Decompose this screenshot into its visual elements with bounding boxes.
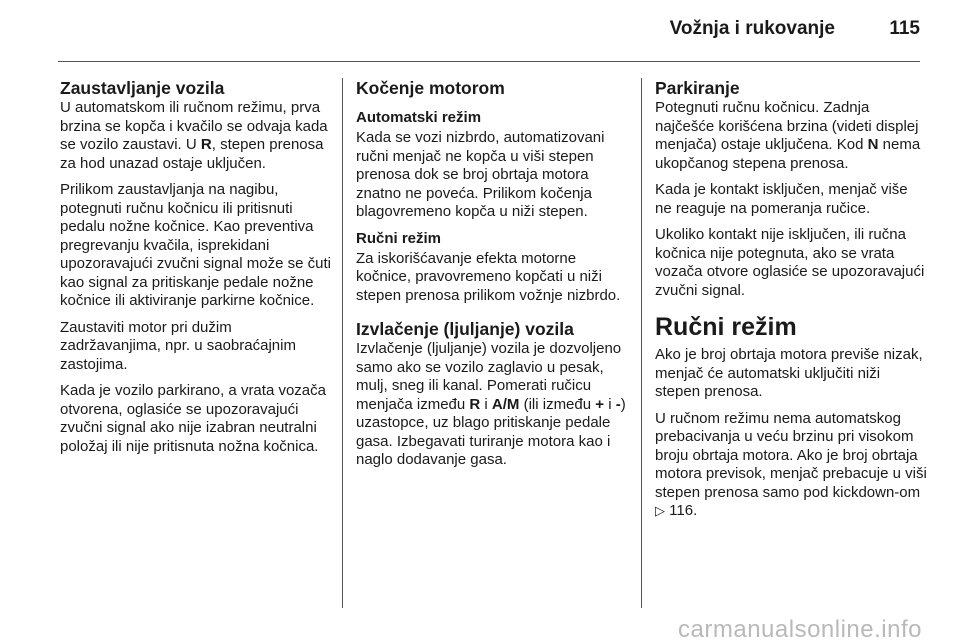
page-header (0, 0, 960, 60)
column-3 (655, 78, 927, 529)
text: nema ukopčanog stepena prenosa. (655, 136, 921, 172)
paragraph: Ako je broj obrtaja motora previše nizak, menjač će automatski uključiti niži stepen prenosa. (655, 346, 923, 400)
gear-key: R (469, 395, 481, 413)
page-reference-icon: ▷ (655, 503, 665, 518)
column-divider-1 (342, 78, 343, 608)
gear-key: - (615, 395, 621, 413)
text: U ručnom režimu nema automatskog prebacivanja u veću brzinu pri visokom broju obrtaja motora. Ako je broj obrtaja motora previsok, menjač prebacuje u viši stepen prenosa samo pod kickdown-om (655, 409, 927, 501)
text: . (693, 502, 698, 519)
paragraph: Kada se vozi nizbrdo, automatizovani ručni menjač ne kopča u viši stepen prenosa dok se broj obrtaja motora znatno ne poveća. Prilikom kočenja blagovremeno kopča u niži stepen. (356, 129, 605, 220)
paragraph: Kada je kontakt isključen, menjač više ne reaguje na pomeranja ručice. (655, 181, 908, 217)
header-rule (58, 61, 920, 62)
page-title: Vožnja i rukovanje (669, 18, 835, 39)
text: i (604, 395, 616, 413)
text: (ili između (519, 395, 596, 413)
section-heading-engine-braking: Kočenje motorom (356, 78, 505, 98)
watermark (0, 616, 960, 642)
text: i (480, 395, 492, 413)
watermark-text: carmanualsonline.info (678, 616, 922, 643)
text: Izvlačenje (ljuljanje) vozila je dozvoljeno samo ako se vozilo zaglavio u pesak, mulj, sneg ili kanal. Pomerati ručicu menjača između (356, 340, 622, 413)
column-divider-2 (641, 78, 642, 608)
section-heading-rocking: Izvlačenje (ljuljanje) vozila (356, 319, 574, 339)
text: ) uzastopce, uz blago pritiskanje pedale gasa. Izbegavati turiranje motora kao i naglo dodavanje gasa. (356, 395, 626, 468)
paragraph: Za iskorišćavanje efekta motorne kočnice, pravovremeno kopčati u niži stepen prenosa prilikom vožnje nizbrdo. (356, 249, 621, 304)
gear-key: + (595, 395, 605, 413)
paragraph: Ukoliko kontakt nije isključen, ili ručna kočnica nije potegnuta, ako se vrata vozača otvore oglasiće se upozoravajući zvučni signal. (655, 226, 925, 299)
column-2 (356, 78, 626, 478)
section-heading-stopping: Zaustavljanje vozila (60, 78, 225, 98)
subheading-automatic: Automatski režim (356, 109, 482, 126)
paragraph: Prilikom zaustavljanja na nagibu, potegnuti ručnu kočnicu ili pritisnuti pedalu nožne kočnice. Kao preventiva pregrevanju kvačila, isprekidani upozoravajući zvučni signal može se čuti kao signal za pritiskanje pedale nožne kočnice ili aktiviranje parkirne kočnice. (60, 181, 331, 309)
text: , stepen prenosa za hod unazad ostaje uključen. (60, 136, 324, 172)
text: Potegnuti ručnu kočnicu. Zadnja najčešće korišćena brzina (videti displej menjača) ostaje uključena. Kod (655, 99, 919, 153)
paragraph (655, 99, 927, 173)
gear-key: R (200, 136, 212, 153)
gear-key: A/M (491, 395, 520, 413)
page-number: 115 (889, 18, 920, 39)
paragraph: Zaustaviti motor pri dužim zadržavanjima, npr. u saobraćajnim zastojima. (60, 318, 296, 373)
section-heading-manual-mode: Ručni režim (655, 313, 797, 341)
paragraph (60, 99, 332, 173)
gear-key: N (867, 136, 879, 153)
column-1 (60, 78, 332, 464)
paragraph (655, 410, 927, 521)
text: U automatskom ili ručnom režimu, prva brzina se kopča i kvačilo se odvaja kada se vozilo zaustavi. U (60, 99, 328, 153)
section-heading-parking: Parkiranje (655, 78, 740, 98)
paragraph (356, 340, 626, 470)
paragraph: Kada je vozilo parkirano, a vrata vozača otvorena, oglasiće se upozoravajući zvučni signal ako nije izabran neutralni položaj ili nije pritisnuta nožna kočnica. (60, 382, 326, 455)
page-reference-link[interactable]: 116 (669, 502, 694, 519)
subheading-manual: Ručni režim (356, 229, 442, 247)
